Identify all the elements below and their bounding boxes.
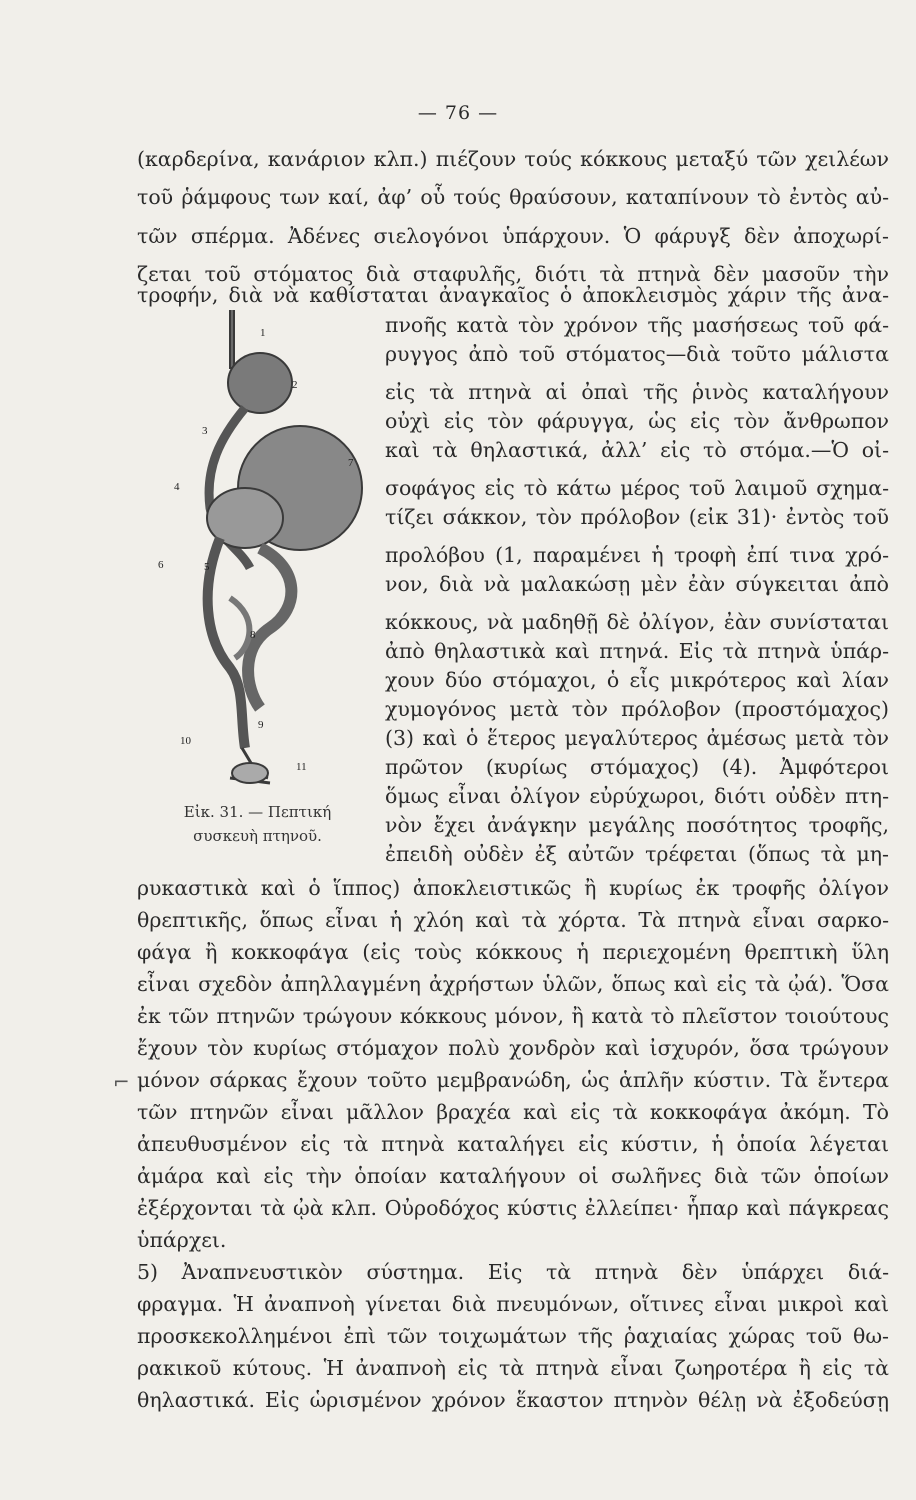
page-number: — 76 — [417, 102, 499, 124]
text-line: μόνον σάρκας ἔχουν τοῦτο μεμβρανώδη, ὡς ἁπλῆν κύστιν. Τὰ ἔντερα [137, 1068, 889, 1092]
text-line: σοφάγος εἰς τὸ κάτω μέρος τοῦ λαιμοῦ σχημα- [385, 476, 889, 500]
text-line: ἐκ τῶν πτηνῶν τρώγουν κόκκους μόνον, ἢ κατὰ τὸ πλεῖστον τοιούτους [137, 1004, 889, 1028]
figure-caption [150, 800, 365, 848]
figure-label: 8 [250, 629, 256, 641]
figure-label: 4 [174, 481, 180, 493]
text-line: φραγμα. Ἡ ἀναπνοὴ γίνεται διὰ πνευμόνων, οἵτινες εἶναι μικροὶ καὶ [137, 1292, 889, 1316]
caption-line: Εἰκ. 31. — Πεπτική [183, 803, 332, 821]
text-line: (καρδερίνα, κανάριον κλπ.) πιέζουν τούς κόκκους μεταξύ τῶν χειλέων [137, 147, 889, 171]
text-line: ἐπειδὴ οὐδὲν ἐξ αὐτῶν τρέφεται (ὅπως τὰ μη- [385, 842, 889, 866]
text-line: ρυγγος ἀπὸ τοῦ στόματος—διὰ τοῦτο μάλιστα [385, 342, 889, 366]
text-line: τοῦ ῥάμφους των καί, ἀφ’ οὗ τούς θραύσουν, καταπίνουν τὸ ἐντὸς αὐ- [137, 185, 889, 209]
text-line: ὅμως εἶναι ὀλίγον εὐρύχωροι, διότι οὐδὲν πτη- [385, 784, 889, 808]
text-line: πρῶτον (κυρίως στόμαχος) (4). Ἀμφότεροι [385, 755, 889, 779]
text-line: ρακικοῦ κύτους. Ἡ ἀναπνοὴ εἰς τὰ πτηνὰ εἶναι ζωηροτέρα ἢ εἰς τὰ [137, 1356, 889, 1380]
text-line: ἀμάρα καὶ εἰς τὴν ὁποίαν καταλήγουν οἱ σωλῆνες διὰ τῶν ὁποίων [137, 1164, 889, 1188]
text-line: προσκεκολλημένοι ἐπὶ τῶν τοιχωμάτων τῆς ῥαχιαίας χώρας τοῦ θω- [137, 1324, 889, 1348]
text-line: θρεπτικῆς, ὅπως εἶναι ἡ χλόη καὶ τὰ χόρτα. Τὰ πτηνὰ εἶναι σαρκο- [137, 908, 889, 932]
digestive-system-illustration [150, 308, 380, 798]
text-line: χουν δύο στόμαχοι, ὁ εἷς μικρότερος καὶ λίαν [385, 668, 889, 692]
figure-label: 10 [180, 735, 191, 747]
text-line: τίζει σάκκον, τὸν πρόλοβον (εἰκ 31)· ἐντὸς τοῦ [385, 505, 889, 529]
text-line: ζεται τοῦ στόματος διὰ σταφυλῆς, διότι τὰ πτηνὰ δὲν μασοῦν τὴν [137, 262, 889, 286]
text-line: εἰς τὰ πτηνὰ αἱ ὀπαὶ τῆς ῥινὸς καταλήγουν [385, 380, 889, 404]
text-line: ρυκαστικὰ καὶ ὁ ἵππος) ἀποκλειστικῶς ἢ κυρίως ἐκ τροφῆς ὀλίγον [137, 876, 889, 900]
figure-label: 1 [260, 327, 266, 339]
text-line: φάγα ἢ κοκκοφάγα (εἰς τοὺς κόκκους ἡ περιεχομένη θρεπτικὴ ὕλη [137, 940, 889, 964]
text-line: νὸν ἔχει ἀνάγκην μεγάλης ποσότητος τροφῆς, [385, 813, 889, 837]
text-line: καὶ τὰ θηλαστικά, ἀλλ’ εἰς τὸ στόμα.—Ὁ οἰ- [385, 438, 889, 462]
text-line: ἐξέρχονται τὰ ᾠὰ κλπ. Οὐροδόχος κύστις ἐλλείπει· ἧπαρ καὶ πάγκρεας [137, 1196, 889, 1220]
digestive-system-figure [150, 308, 380, 808]
text-line: οὐχὶ εἰς τὸν φάρυγγα, ὡς εἰς τὸν ἄνθρωπον [385, 409, 889, 433]
text-line: ἀπευθυσμένον εἰς τὰ πτηνὰ καταλήγει εἰς κύστιν, ἡ ὁποία λέγεται [137, 1132, 889, 1156]
figure-label: 3 [202, 425, 208, 437]
text-line: 5) Ἀναπνευστικὸν σύστημα. Εἰς τὰ πτηνὰ δὲν ὑπάρχει διά- [137, 1260, 889, 1284]
text-line: τῶν σπέρμα. Ἀδένες σιελογόνοι ὑπάρχουν. Ὁ φάρυγξ δὲν ἀποχωρί- [137, 224, 889, 248]
figure-label: 5 [204, 561, 210, 573]
text-line: προλόβου (1, παραμένει ἡ τροφὴ ἐπί τινα χρό- [385, 543, 889, 567]
figure-label: 2 [292, 379, 298, 391]
figure-label: 9 [258, 719, 264, 731]
figure-label: 7 [348, 457, 354, 469]
figure-label: 6 [158, 559, 164, 571]
text-line: κόκκους, νὰ μαδηθῇ δὲ ὀλίγον, ἐὰν συνίσταται [385, 610, 889, 634]
text-line: (3) καὶ ὁ ἕτερος μεγαλύτερος ἀμέσως μετὰ τὸν [385, 726, 889, 750]
figure-label: 11 [296, 761, 307, 773]
text-line: θηλαστικά. Εἰς ὡρισμένον χρόνον ἕκαστον πτηνὸν θέλῃ νὰ ἐξοδεύσῃ [137, 1388, 889, 1412]
text-line: εἶναι σχεδὸν ἀπηλλαγμένη ἀχρήστων ὑλῶν, ὅπως καὶ εἰς τὰ ᾠά). Ὅσα [137, 972, 889, 996]
text-line: νον, διὰ νὰ μαλακώσῃ μὲν ἐὰν σύγκειται ἀπὸ [385, 572, 889, 596]
text-line: πνοῆς κατὰ τὸν χρόνον τῆς μασήσεως τοῦ φά- [385, 313, 889, 337]
text-line: τῶν πτηνῶν εἶναι μᾶλλον βραχέα καὶ εἰς τὰ κοκκοφάγα ἀκόμη. Τὸ [137, 1100, 889, 1124]
text-line: ἔχουν τὸν κυρίως στόμαχον πολὺ χονδρὸν καὶ ἰσχυρόν, ὅσα τρώγουν [137, 1036, 889, 1060]
text-line: ὑπάρχει. [137, 1228, 227, 1252]
text-line: τροφήν, διὰ νὰ καθίσταται ἀναγκαῖος ὁ ἀποκλεισμὸς χάριν τῆς ἀνα- [137, 283, 889, 307]
text-line: χυμογόνος μετὰ τὸν πρόλοβον (προστόμαχος) [385, 697, 889, 721]
caption-line: συσκευὴ πτηνοῦ. [193, 827, 322, 845]
text-line: ἀπὸ θηλαστικὰ καὶ πτηνά. Εἰς τὰ πτηνὰ ὑπάρ- [385, 639, 889, 663]
margin-mark: ⌐ [113, 1070, 130, 1094]
